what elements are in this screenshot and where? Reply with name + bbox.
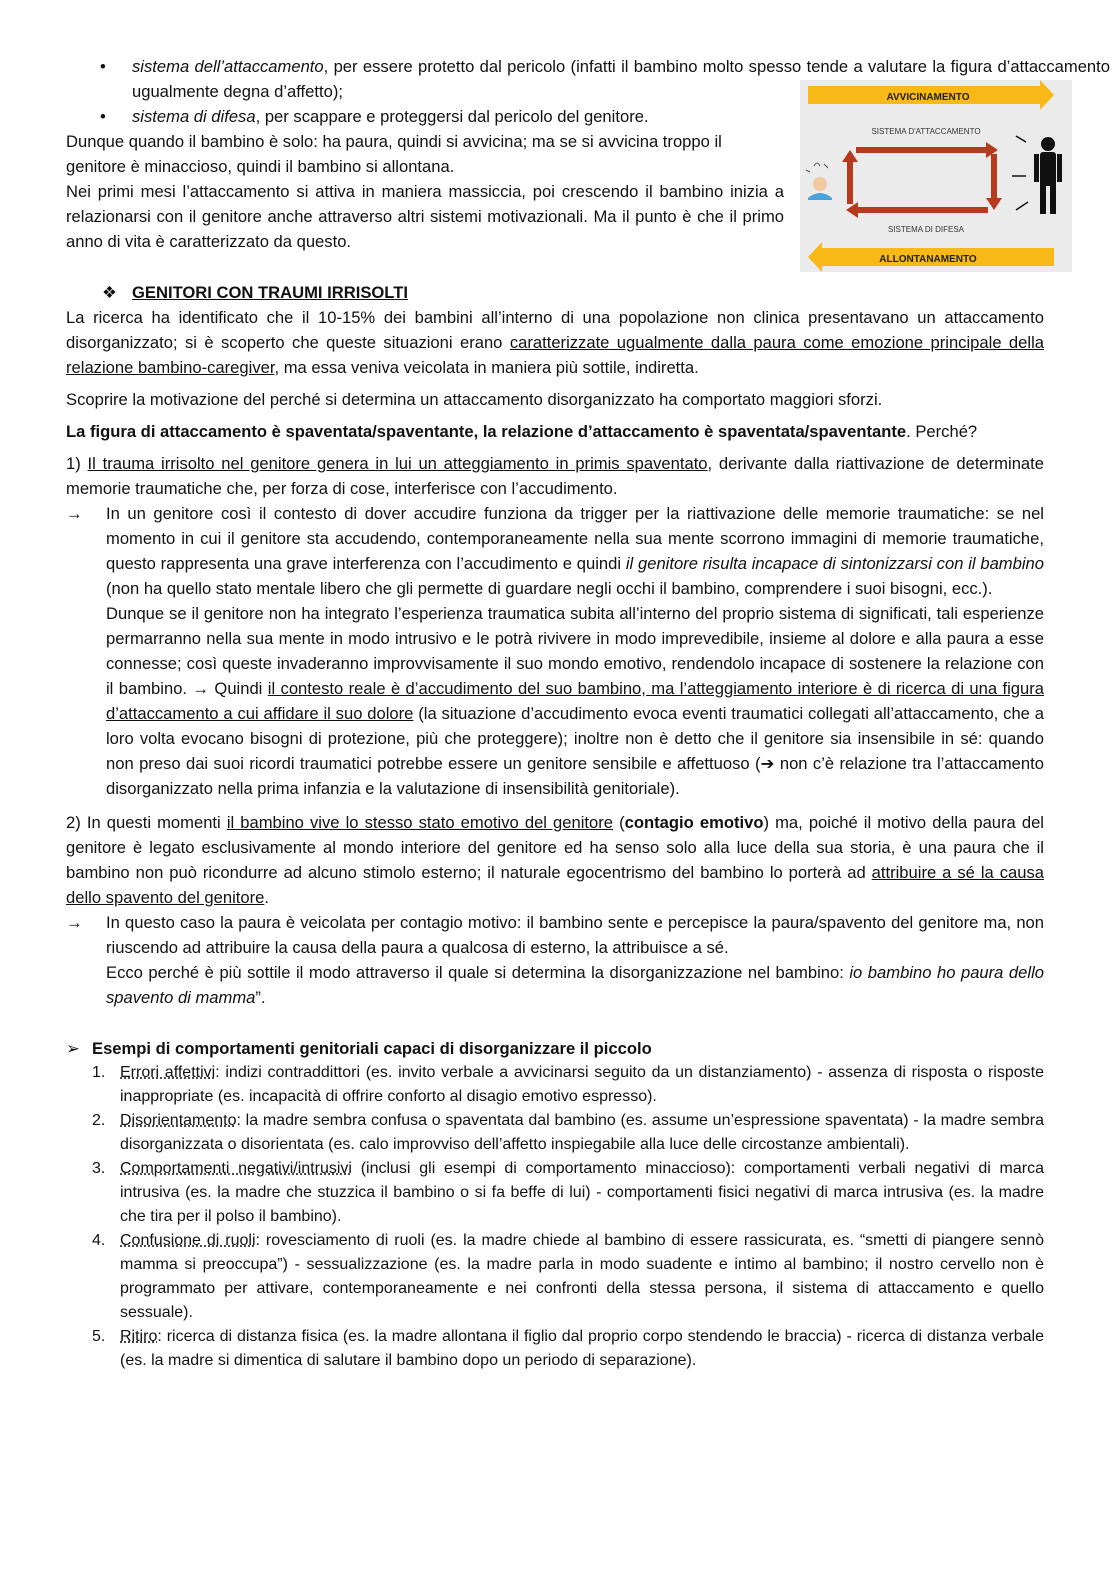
intro-text: [66, 129, 784, 254]
arrow-bullet-icon: ➢: [66, 1039, 80, 1058]
list-item: 4. Confusione di ruoli: rovesciamento di ruoli (es. la madre chiede al bambino di essere rassicurata, es. “smetti di piangere sennò mamma si preoccupa”) - sessualizzazione (es. la madre parla in modo suadente e intimo al bambino; il nostro cervello non è programmato per attivare, contemporaneamente e nei confronti della stessa persona, il sistema di attaccamento e quello sessuale).: [92, 1232, 1044, 1321]
paragraph: In questo caso la paura è veicolata per contagio motivo: il bambino sente e percepisce la paura/spavento del genitore ma, non riuscendo ad attribuire la causa della paura a qualcosa di esterno, la attribuisce a sé.: [106, 913, 1044, 957]
attachment-diagram: [800, 80, 1072, 272]
examples-list: [66, 1061, 1044, 1373]
attachment-system-label: SISTEMA D'ATTACCAMENTO: [871, 127, 981, 136]
list-item: 3. Comportamenti negativi/intrusivi (inclusi gli esempi di comportamento minaccioso): comportamenti verbali negativi di marca intrusiva (es. la madre che stuzzica il bambino o si fa beffe di lui) - comportamenti fisici negativi di marca intrusiva (es. la madre che tira per il polso il bambino).: [92, 1160, 1044, 1225]
list-item: 5. Ritiro: ricerca di distanza fisica (es. la madre allontana il figlio dal proprio corpo stendendo le braccia) - ricerca di distanza verbale (es. la madre si dimentica di salutare il bambino dopo un periodo di separazione).: [92, 1328, 1044, 1369]
list-item: • sistema dell’attaccamento, per essere protetto dal pericolo (infatti il bambino molto spesso tende a valutare la figura d’attaccamento ugualmente degna d’affetto);: [132, 54, 1110, 104]
right-arrow-icon: →: [66, 504, 83, 523]
top-section: [66, 54, 1110, 265]
section-heading: [66, 280, 1044, 305]
defense-system-label: SISTEMA DI DIFESA: [887, 225, 965, 234]
cycle-loop: [850, 150, 994, 210]
withdrawal-label: ALLONTANAMENTO: [879, 254, 977, 265]
paragraph: Dunque quando il bambino è solo: ha paura, quindi si avvicina; ma se si avvicina troppo il genitore è minaccioso, quindi il bambino si allontana.: [66, 132, 722, 176]
parent-icon: [1034, 137, 1062, 214]
reason-2: 2) In questi momenti il bambino vive lo stesso stato emotivo del genitore (contagio emotivo) ma, poiché il motivo della paura del genitore è legato esclusivamente al mondo interiore del genitore ed ha senso solo alla luce della sua storia, è una paura che il bambino non può ricondurre ad alcuno stimolo esterno; il naturale egocentrismo del bambino lo porterà ad attribuire a sé la causa dello spavento del genitore.: [66, 813, 1044, 907]
paragraph: La ricerca ha identificato che il 10-15% dei bambini all’interno di una popolazione non clinica presentavano un attaccamento disorganizzato; si è scoperto che queste situazioni erano caratterizzate ugualmente dalla paura come emozione principale della relazione bambino-caregiver, ma essa veniva veicolata in maniera più sottile, indiretta.: [66, 308, 1044, 377]
diamond-bullet-icon: ❖: [102, 283, 117, 302]
list-item: 2. Disorientamento: la madre sembra confusa o spaventata dal bambino (es. assume un’espressione spaventata) - la madre sembra disorganizzata o disorientata (es. calo improvviso dell’affetto inspiegabile alla luce delle circostanze ambientali).: [92, 1112, 1044, 1153]
cycle-arrowhead: [986, 198, 1002, 210]
threat-lines-icon: [1012, 136, 1028, 210]
paragraph: Nei primi mesi l’attaccamento si attiva in maniera massiccia, poi crescendo il bambino inizia a relazionarsi con il genitore anche attraverso altri sistemi motivazionali. Ma il punto è che il primo anno di vita è caratterizzato da questo.: [66, 182, 784, 251]
paragraph: Scoprire la motivazione del perché si determina un attaccamento disorganizzato ha comportato maggiori sforzi.: [66, 390, 883, 409]
section-title: GENITORI CON TRAUMI IRRISOLTI: [132, 283, 408, 302]
reason-1: 1) Il trauma irrisolto nel genitore genera in lui un atteggiamento in primis spaventato, derivante dalla riattivazione de determinate memorie traumatiche che, per forza di cose, interferisce con l’accudimento.: [66, 454, 1044, 498]
right-arrow-icon: →: [192, 679, 210, 698]
paragraph: La figura di attaccamento è spaventata/spaventante, la relazione d’attaccamento è spaventata/spaventante. Perché?: [66, 422, 978, 441]
attachment-diagram-graphic: [800, 80, 1072, 272]
document-page: [66, 54, 1110, 1373]
cycle-arrowhead: [842, 150, 858, 162]
right-arrow-icon: →: [66, 913, 83, 932]
approach-label: AVVICINAMENTO: [886, 92, 970, 103]
child-icon: [806, 163, 832, 200]
paragraph: Ecco perché è più sottile il modo attraverso il quale si determina la disorganizzazione nel bambino: io bambino ho paura dello spavento di mamma”.: [106, 963, 1044, 1007]
cycle-arrowhead: [846, 202, 858, 218]
examples-title: Esempi di comportamenti genitoriali capaci di disorganizzare il piccolo: [92, 1039, 652, 1058]
bold-arrow-icon: ➔: [760, 754, 775, 773]
paragraph: In un genitore così il contesto di dover accudire funziona da trigger per la riattivazione delle memorie traumatiche: se nel momento in cui il genitore sta accudendo, contemporaneamente nella sua mente scorrono immagini di memorie traumatiche, questo rappresenta una grave interferenza con l’accudimento e quindi il genitore risulta incapace di sintonizzarsi con il bambino (non ha quello stato mentale libero che gli permette di guardare negli occhi il bambino, comprendere i suoi bisogni, ecc.).: [106, 504, 1044, 598]
examples-heading: [66, 1036, 1044, 1061]
list-item: 1. Errori affettivi: indizi contraddittori (es. invito verbale a avvicinarsi seguito da un distanziamento) - assenza di risposta o risposte inappropriate (es. incapacità di offrire conforto al disagio emotivo espresso).: [92, 1064, 1045, 1105]
arrow-block: [66, 501, 1044, 801]
list-item: • sistema di difesa, per scappare e proteggersi dal pericolo del genitore.: [132, 104, 784, 129]
arrow-block: [66, 910, 1044, 1010]
paragraph: Dunque se il genitore non ha integrato l’esperienza traumatica subita all’interno del proprio sistema di significati, tali esperienze permarranno nella sua mente in modo intrusivo e le potrà rivivere in modo imprevedibile, insieme al dolore e alla paura a esse connesse; così queste invaderanno improvvisamente il suo mondo emotivo, rendendolo incapace di sostenere la relazione con il bambino. → Quindi il contesto reale è d’accudimento del suo bambino, ma l’atteggiamento interiore è di ricerca di una figura d’attaccamento a cui affidare il suo dolore (la situazione d’accudimento evoca eventi traumatici collegati all’attaccamento, che a loro volta evocano bisogni di protezione, più che proteggere); inoltre non è detto che il genitore sia insensibile in sé: quando non preso dai suoi ricordi traumatici potrebbe essere un genitore sensibile e affettuoso (➔ non c’è relazione tra l’attaccamento disorganizzato nella prima infanzia e la valutazione di insensibilità genitoriale).: [106, 604, 1044, 798]
